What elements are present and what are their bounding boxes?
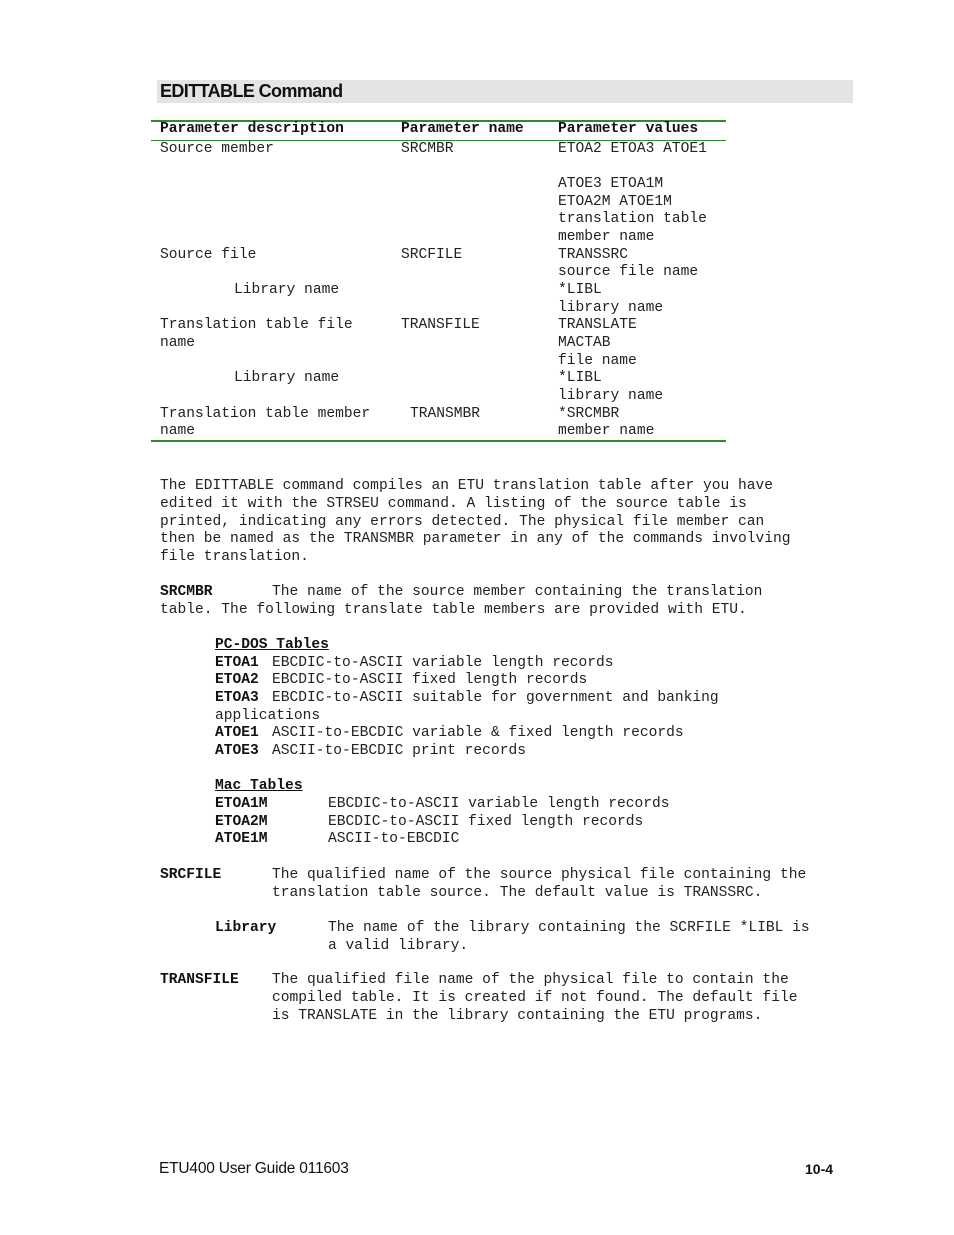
intro-line: file translation. <box>160 549 309 565</box>
list-item-code: ETOA3 <box>215 690 259 706</box>
library-term: Library <box>215 920 277 936</box>
srcmbr-description: The name of the source member containing the translation <box>272 584 763 600</box>
srcfile-description: translation table source. The default value is TRANSSRC. <box>272 885 763 901</box>
list-item-code: ATOE3 <box>215 743 259 759</box>
transfile-description: is TRANSLATE in the library containing the ETU programs. <box>272 1008 763 1024</box>
intro-line: The EDITTABLE command compiles an ETU translation table after you have <box>160 478 774 494</box>
section-header-bar <box>157 80 853 103</box>
table-row-value: translation table <box>558 211 707 227</box>
table-row-name: SRCFILE <box>401 247 463 263</box>
list-item-code: ETOA1M <box>215 796 268 812</box>
list-item-text: ASCII-to-EBCDIC <box>328 831 460 847</box>
table-row-value: member name <box>558 229 655 245</box>
table-row-value: *LIBL <box>558 370 602 386</box>
list-item-text: EBCDIC-to-ASCII fixed length records <box>328 814 644 830</box>
pcdos-heading: PC-DOS Tables <box>215 637 329 653</box>
table-row-value: ATOE3 ETOA1M <box>558 176 664 192</box>
table-row-value: TRANSSRC <box>558 247 629 263</box>
mac-heading: Mac Tables <box>215 778 303 794</box>
table-row-name: SRCMBR <box>401 141 454 157</box>
table-header-values: Parameter values <box>558 121 699 137</box>
list-item-text: ASCII-to-EBCDIC print records <box>272 743 526 759</box>
list-item-text: EBCDIC-to-ASCII variable length records <box>328 796 670 812</box>
list-item-code: ETOA2 <box>215 672 259 688</box>
table-row-description: name <box>160 423 196 439</box>
table-row-value: ETOA2M ATOE1M <box>558 194 672 210</box>
table-row-name: TRANSMBR <box>410 406 481 422</box>
list-item-code: ATOE1 <box>215 725 259 741</box>
intro-line: printed, indicating any errors detected. The physical file member can <box>160 514 765 530</box>
list-item-code: ETOA2M <box>215 814 268 830</box>
transfile-description: compiled table. It is created if not found. The default file <box>272 990 798 1006</box>
table-row-description: Source file <box>160 247 257 263</box>
table-row-value: library name <box>558 388 664 404</box>
list-item-text: EBCDIC-to-ASCII suitable for government and banking <box>272 690 719 706</box>
footer-document-title: ETU400 User Guide 011603 <box>159 1160 349 1177</box>
list-item-text: ASCII-to-EBCDIC variable & fixed length records <box>272 725 684 741</box>
transfile-description: The qualified file name of the physical file to contain the <box>272 972 789 988</box>
table-row-description: Translation table member <box>160 406 371 422</box>
list-item-text: EBCDIC-to-ASCII variable length records <box>272 655 614 671</box>
table-row-description: Library name <box>234 282 340 298</box>
table-row-value: source file name <box>558 264 699 280</box>
srcmbr-description: table. The following translate table members are provided with ETU. <box>160 602 747 618</box>
list-item-text: EBCDIC-to-ASCII fixed length records <box>272 672 588 688</box>
table-row-description: Library name <box>234 370 340 386</box>
table-header-name: Parameter name <box>401 121 524 137</box>
table-row-value: *SRCMBR <box>558 406 620 422</box>
list-item-code: ATOE1M <box>215 831 268 847</box>
intro-line: then be named as the TRANSMBR parameter in any of the commands involving <box>160 531 791 547</box>
intro-line: edited it with the STRSEU command. A listing of the source table is <box>160 496 747 512</box>
library-description: a valid library. <box>328 938 469 954</box>
list-item-code: ETOA1 <box>215 655 259 671</box>
library-description: The name of the library containing the SCRFILE *LIBL is <box>328 920 810 936</box>
table-row-value: file name <box>558 353 637 369</box>
srcfile-term: SRCFILE <box>160 867 222 883</box>
table-row-value: library name <box>558 300 664 316</box>
table-row-value: MACTAB <box>558 335 611 351</box>
table-row-description: Source member <box>160 141 274 157</box>
table-row-description: name <box>160 335 196 351</box>
table-row-value: member name <box>558 423 655 439</box>
srcmbr-term: SRCMBR <box>160 584 213 600</box>
list-item-text: applications <box>215 708 321 724</box>
table-header-description: Parameter description <box>160 121 344 137</box>
table-row-value: TRANSLATE <box>558 317 637 333</box>
table-row-name: TRANSFILE <box>401 317 480 333</box>
srcfile-description: The qualified name of the source physical file containing the <box>272 867 807 883</box>
transfile-term: TRANSFILE <box>160 972 239 988</box>
table-row-description: Translation table file <box>160 317 353 333</box>
footer-page-number: 10-4 <box>805 1161 834 1177</box>
table-row-value: ETOA2 ETOA3 ATOE1 <box>558 141 707 157</box>
section-title: EDITTABLE Command <box>160 81 343 101</box>
table-row-value: *LIBL <box>558 282 602 298</box>
